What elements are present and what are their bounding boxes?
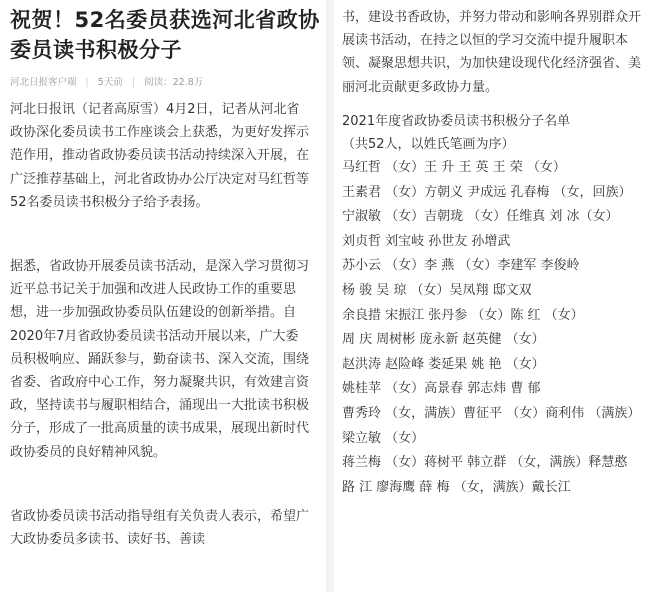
meta-divider: |	[85, 77, 89, 88]
paragraph-1: 河北日报讯（记者高原雪）4月2日，记者从河北省政协深化委员读书工作座谈会上获悉，为更好发挥示范作用，推动省政协委员读书活动持续深入开展，在广泛推荐基础上，河北省政协办公厅决定对马红哲等52名委员读书积极分子给予表扬。	[10, 102, 310, 210]
paragraph-3-end: 书，建设书香政协，并努力带动和影响各界别群众开展读书活动，在持之以恒的学习交流中提升履职本领、凝聚思想共识，为加快建设现代化经济强省、美丽河北贡献更多政协力量。	[342, 10, 642, 95]
article-title: 祝贺！52名委员获选河北省政协委员读书积极分子	[10, 8, 320, 62]
name-list-line: 姚桂苹 （女）高景春 郭志炜 曹 郁	[342, 381, 541, 397]
article-column-right	[326, 0, 650, 592]
name-list-line: 苏小云 （女）李 燕 （女）李建军 李俊岭	[342, 258, 580, 274]
name-list-line: 王素君 （女）方朝义 尹成远 孔春梅 （女，回族）	[342, 184, 632, 200]
meta-divider: |	[131, 77, 136, 88]
name-list-title: 2021年度省政协委员读书积极分子名单	[342, 114, 571, 129]
read-count: 阅读：22.8万	[144, 77, 204, 88]
article-meta	[10, 74, 209, 88]
name-list-line: 赵洪涛 赵险峰 娄延果 姚 艳 （女）	[342, 356, 545, 372]
name-list-line: 杨 骏 吴 琼 （女）吴凤翔 邸文双	[342, 282, 532, 298]
name-list-line: 刘贞哲 刘宝岐 孙世友 孙增武	[342, 233, 511, 249]
name-list-line: 宁淑敏 （女）吉朝珑 （女）任维真 刘 冰（女）	[342, 209, 619, 225]
name-list-subtitle: （共52人，以姓氏笔画为序）	[342, 137, 515, 152]
source-link[interactable]: 河北日报客户端	[10, 77, 77, 88]
publish-time: 5天前	[97, 77, 123, 88]
name-list	[342, 110, 642, 500]
name-list-line: 余良措 宋振江 张丹参 （女）陈 红 （女）	[342, 307, 584, 323]
paragraph-2: 据悉，省政协开展委员读书活动，是深入学习贯彻习近平总书记关于加强和改进人民政协工作的重要思想，进一步加强政协委员队伍建设的创新举措。自2020年7月省政协委员读书活动开展以来，广大委员积极响应、踊跃参与，勤奋读书、深入交流，围绕省委、省政府中心工作，努力凝聚共识，有效建言资政，坚持读书与履职相结合，涌现出一大批读书积极分子，形成了一批高质量的读书成果，展现出新时代政协委员的良好精神风貌。	[10, 259, 310, 460]
name-list-line: 路 江 廖海鹰 薛 梅 （女，满族）戴长江	[342, 479, 571, 495]
name-list-line: 曹秀玲 （女，满族）曹征平 （女）商利伟 （满族）梁立敏 （女）	[342, 405, 641, 446]
article-continuation	[334, 0, 650, 592]
name-list-line: 马红哲 （女）王 升 王 英 王 荣 （女）	[342, 160, 566, 175]
name-list-line: 周 庆 周树彬 庞永新 赵英健 （女）	[342, 332, 545, 348]
name-list-line: 蒋兰梅 （女）蒋树平 韩立群 （女，满族）释慧憨	[342, 455, 628, 471]
paragraph-3-start: 省政协委员读书活动指导组有关负责人表示，希望广大政协委员多读书、读好书、善读	[10, 509, 310, 548]
